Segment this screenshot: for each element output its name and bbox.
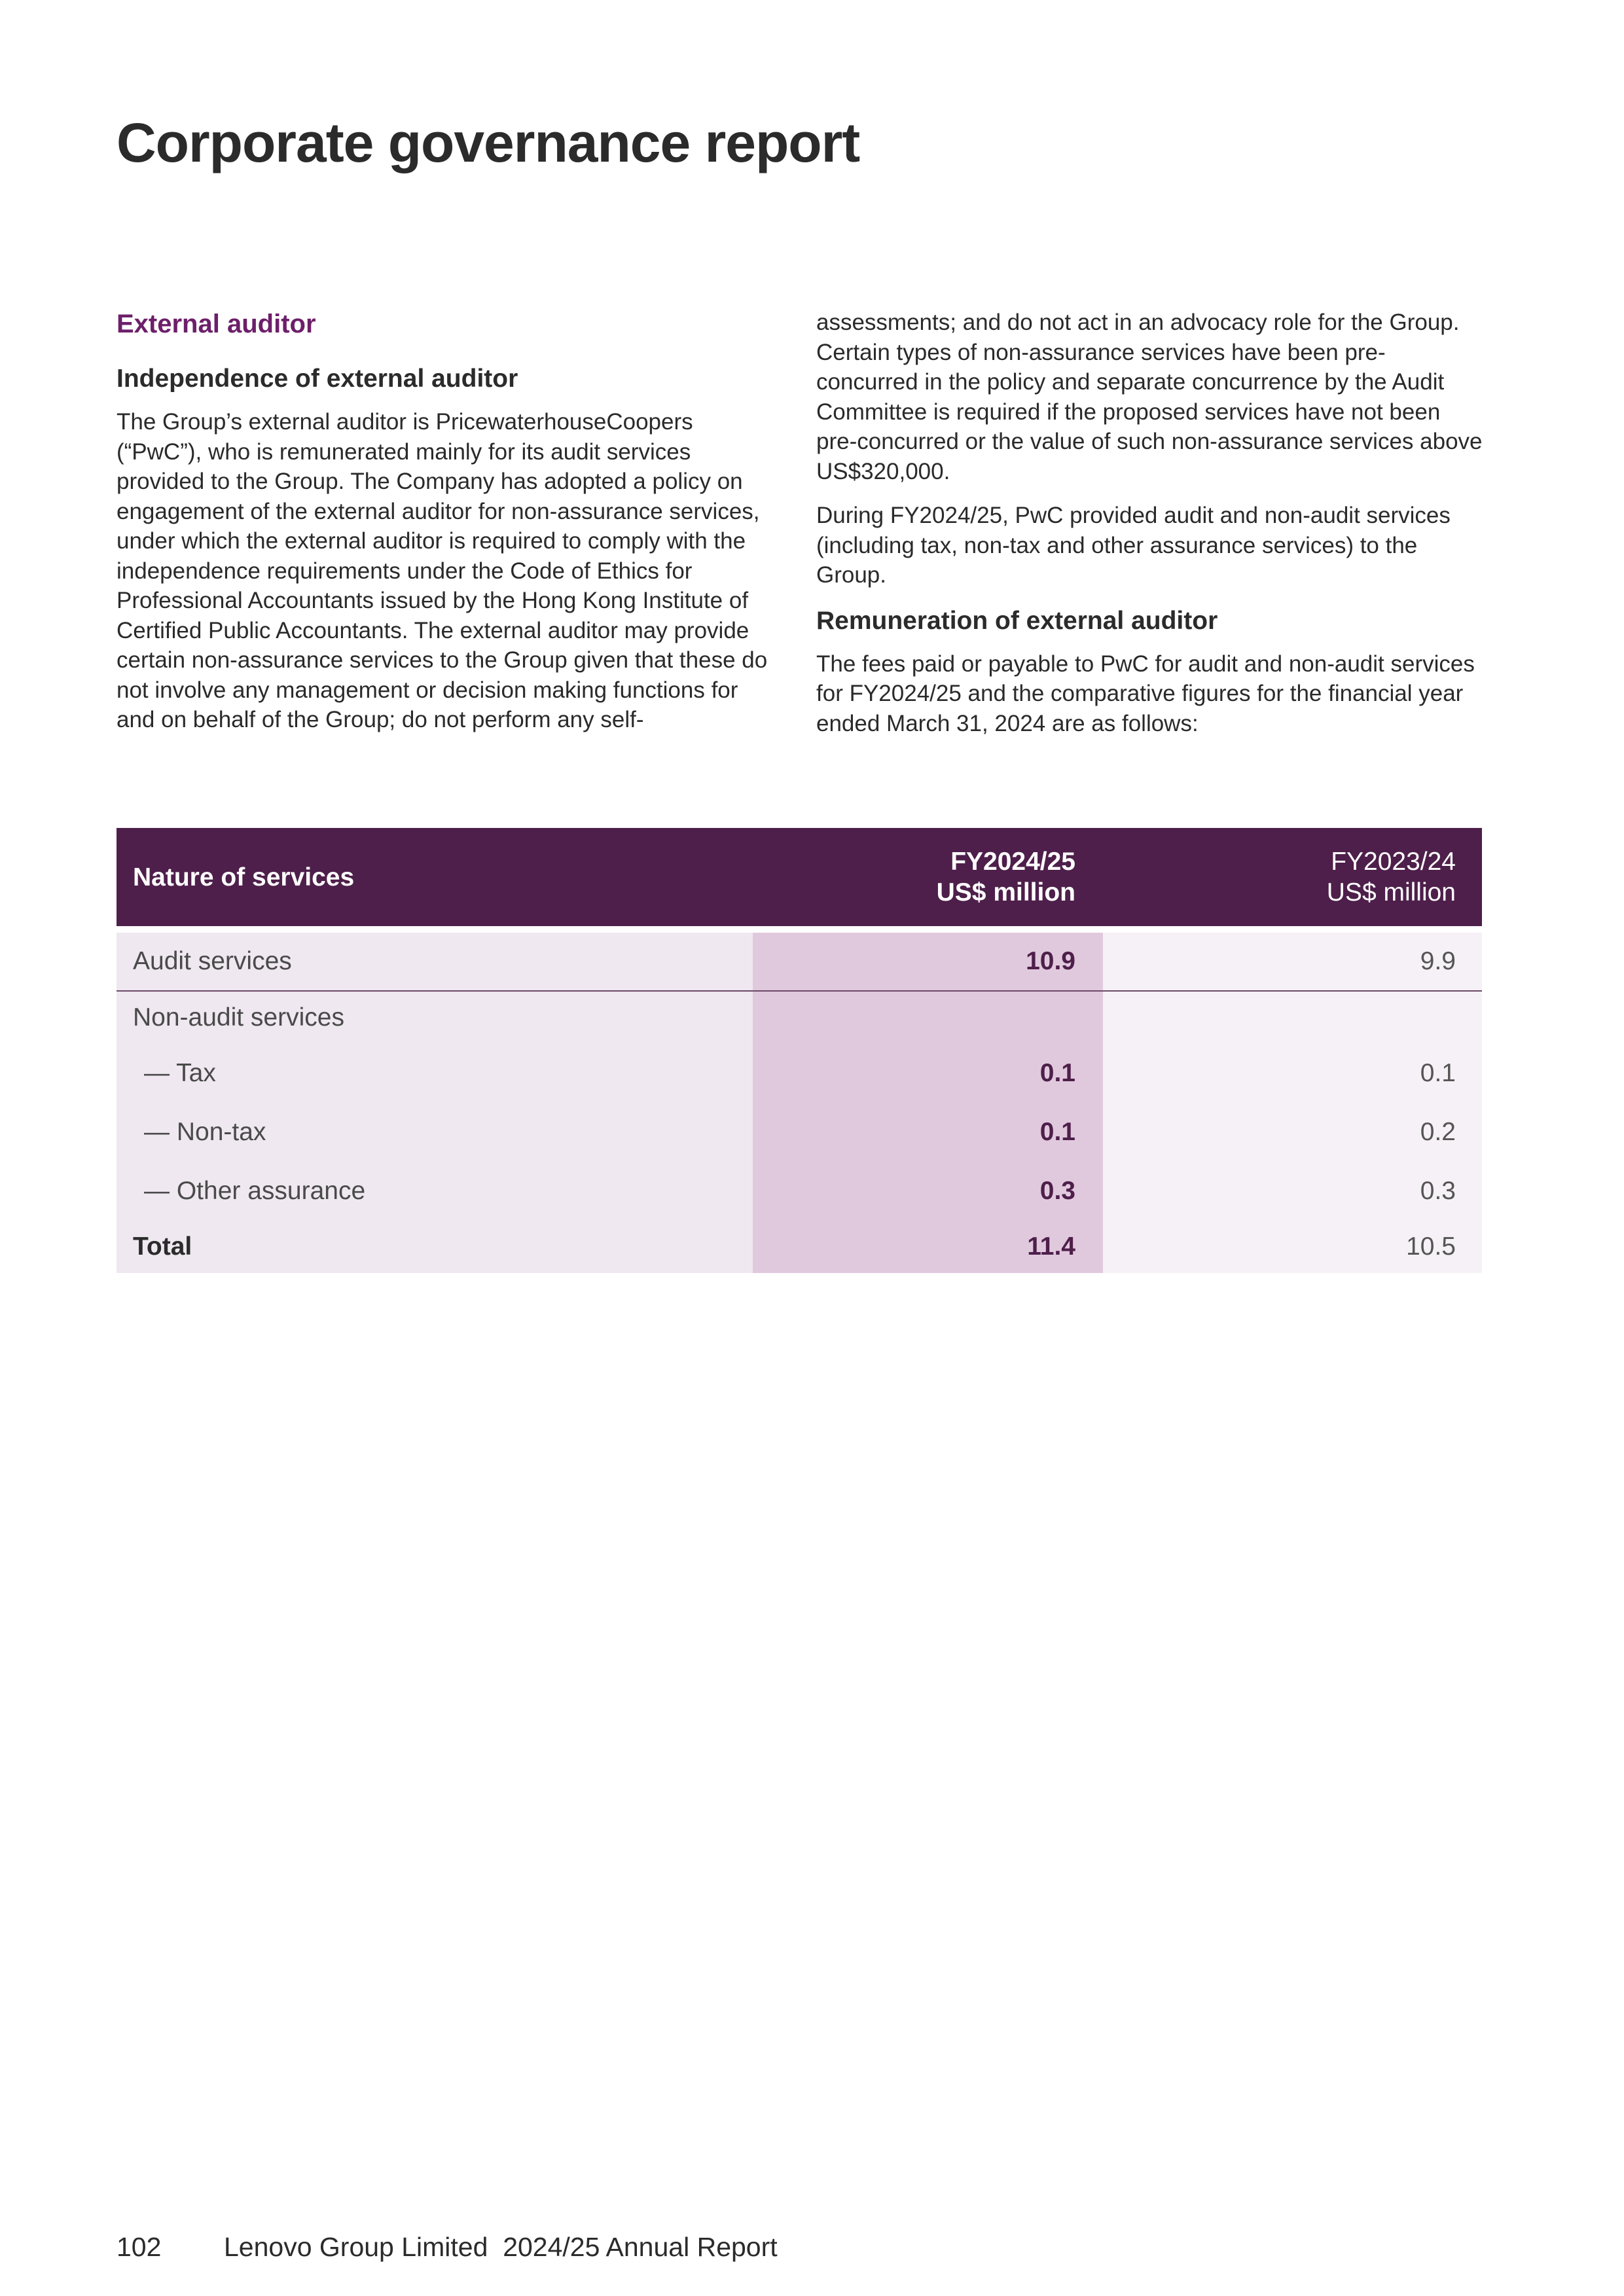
row-prior-value: 0.3 [1103,1162,1482,1221]
row-label: — Non-tax [117,1103,753,1162]
table-row [117,926,1482,992]
sub-heading-remuneration: Remuneration of external auditor [816,606,1218,635]
row-prior-value: 0.1 [1103,1044,1482,1103]
publication-name: Lenovo Group Limited 2024/25 Annual Report [224,2232,778,2262]
row-current-value: 10.9 [753,933,1103,990]
section-heading: External auditor [117,310,316,338]
fees-table [117,828,1482,1273]
row-current-value: 11.4 [753,1221,1103,1273]
left-column [117,308,778,749]
row-label: — Other assurance [117,1162,753,1221]
header-current-year-label: FY2024/25 [950,848,1075,876]
table-row [117,992,1482,1044]
page-number: 102 [117,2232,162,2262]
row-label: Total [117,1221,753,1273]
table-row [117,1044,1482,1103]
paragraph-independence: The Group’s external auditor is PricewaterhouseCoopers (“PwC”), who is remunerated mainly for its audit services provided to the Group. The Company has adopted a policy on engagement of the external auditor for non-assurance services, under which the external auditor is required to comply with the independence requirements under the Code of Ethics for Professional Accountants issued by the Hong Kong Institute of Certified Public Accountants. The external auditor may provide certain non-assurance services to the Group given that these do not involve any management or decision making functions for and on behalf of the Group; do not perform any self- [117,409,768,732]
header-nature-of-services: Nature of services [133,863,355,891]
header-current-year [753,846,1103,908]
row-prior-value: 9.9 [1103,933,1482,990]
header-current-unit: US$ million [936,878,1075,906]
table-header [117,828,1482,926]
row-current-value: 0.1 [753,1044,1103,1103]
row-label: — Tax [117,1044,753,1103]
paragraph-assessments: assessments; and do not act in an advocacy role for the Group. Certain types of non-assurance services have been pre-concurred in the policy and separate concurrence by the Audit Committee is required if the proposed services have not been pre-concurred or the value of such non-assurance services above US$320,000. [816,310,1483,484]
row-prior-value: 0.2 [1103,1103,1482,1162]
header-prior-year-label: FY2023/24 [1331,848,1456,876]
table-row-total [117,1221,1482,1273]
row-current-value [753,992,1103,1044]
table-row [117,1103,1482,1162]
header-prior-year [1103,846,1482,908]
sub-heading-independence: Independence of external auditor [117,365,518,393]
right-column [816,308,1484,753]
paragraph-fees: The fees paid or payable to PwC for audit and non-audit services for FY2024/25 and the comparative figures for the financial year ended March 31, 2024 are as follows: [816,651,1475,736]
row-label: Non-audit services [117,992,753,1044]
row-current-value: 0.3 [753,1162,1103,1221]
page-title: Corporate governance report [117,112,860,173]
row-prior-value: 10.5 [1103,1221,1482,1273]
paragraph-fy-services: During FY2024/25, PwC provided audit and non-audit services (including tax, non-tax and other assurance services) to the Group. [816,503,1451,588]
row-current-value: 0.1 [753,1103,1103,1162]
row-label: Audit services [117,933,753,990]
row-prior-value [1103,992,1482,1044]
header-prior-unit: US$ million [1326,878,1456,906]
table-row [117,1162,1482,1221]
page-footer [117,2232,778,2263]
